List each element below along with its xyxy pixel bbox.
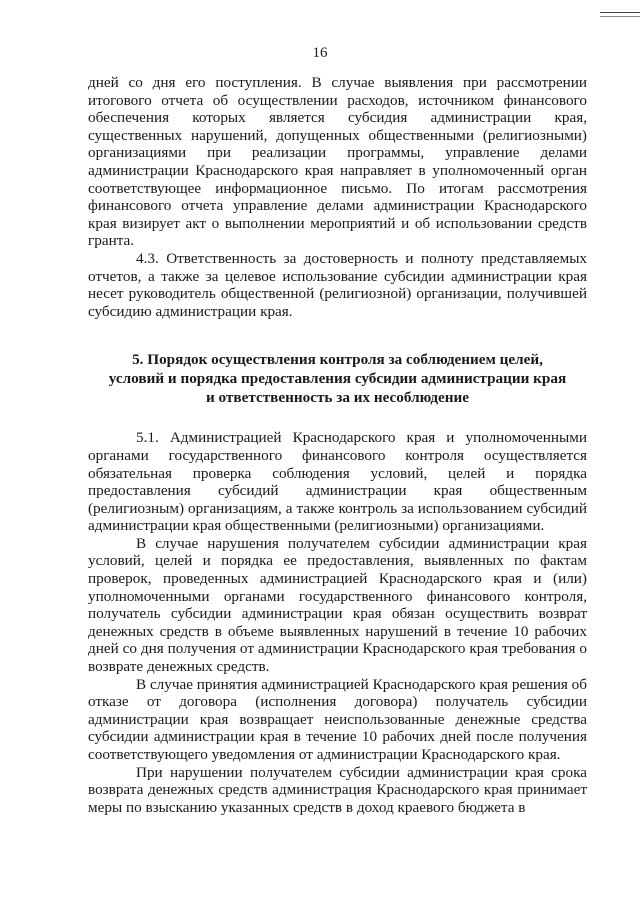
section-5-heading-line-2: условий и порядка предоставления субсидии администрации края: [108, 370, 567, 388]
document-body: [88, 74, 587, 816]
paragraph-report-review: дней со дня его поступления. В случае выявления при рассмотрении итогового отчета об осуществлении расходов, источником финансового обеспечения которых является субсидия администрации края, существенных нарушений, допущенных общественными (религиозными) организациями при реализации программы, управление делами администрации Краснодарского края направляет в уполномоченный орган соответствующее информационное письмо. По итогам рассмотрения финансового отчета управление делами администрации Краснодарского края визирует акт о выполнении мероприятий и об использовании средств гранта.: [88, 74, 587, 250]
paragraph-contract-refusal: В случае принятия администрацией Краснодарского края решения об отказе от договора (исполнения договора) получатель субсидии администрации края возвращает неиспользованные денежные средства субсидии администрации края в течение 10 рабочих дней после получения соответствующего уведомления от администрации Краснодарского края.: [88, 675, 587, 763]
paragraph-recovery-measures: При нарушении получателем субсидии администрации края срока возврата денежных средств администрация Краснодарского края принимает меры по взысканию указанных средств в доход краевого бюджета в: [88, 763, 587, 816]
section-5-heading-line-1: 5. Порядок осуществления контроля за соблюдением целей,: [132, 351, 543, 369]
page-number: 16: [312, 45, 328, 61]
section-5-heading-line-3: и ответственность за их несоблюдение: [205, 389, 470, 407]
paragraph-violation-return: В случае нарушения получателем субсидии администрации края условий, целей и порядка ее предоставления, выявленных по фактам проверок, проведенных администрацией Краснодарского края и (или) уполномоченными органами государственного финансового контроля, получатель субсидии администрации края обязан осуществить возврат денежных средств в объеме выявленных нарушений в течение 10 рабочих дней со дня получения от администрации Краснодарского края требования о возврате денежных средств.: [88, 534, 587, 676]
corner-scan-mark-secondary: [600, 16, 640, 17]
corner-scan-mark: [600, 12, 640, 13]
section-5-heading: [88, 350, 587, 407]
paragraph-5-1-control: 5.1. Администрацией Краснодарского края и уполномоченными органами государственного финансового контроля осуществляется обязательная проверка соблюдения условий, целей и порядка предоставления субсидий администрации края общественным (религиозным) организациям, а также контроль за использованием субсидий администрации края общественными (религиозными) организациями.: [88, 429, 587, 535]
paragraph-4-3-responsibility: 4.3. Ответственность за достоверность и полноту представляемых отчетов, а также за целевое использование субсидии администрации края несет руководитель общественной (религиозной) организации, получившей субсидию администрации края.: [88, 249, 587, 320]
